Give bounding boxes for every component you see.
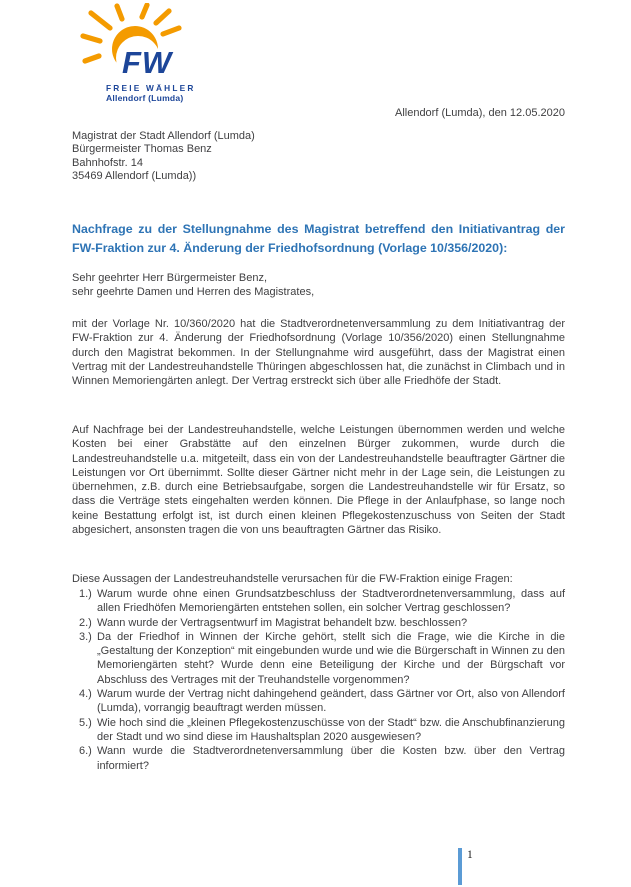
question-number: 3.) [79, 630, 92, 643]
question-text: Da der Friedhof in Winnen der Kirche gehört, stellt sich die Frage, wie die Kirche in die „Gestaltung der Konzeption“ mit eingebunden wurde und wie die Bürgerschaft in Winnen zu den Memoriengärten steht? Wurde denn eine Beteiligung der Kirche und der Bürgschaft vor Abschluss des Vertrages mit der Treuhandstelle vorgenommen? [97, 630, 565, 686]
logo-place-name: Allendorf (Lumda) [106, 93, 184, 103]
questions-list [79, 587, 565, 773]
question-item [79, 616, 565, 630]
question-number: 2.) [79, 616, 92, 629]
question-item [79, 687, 565, 716]
subject-heading: Nachfrage zu der Stellungnahme des Magistrat betreffend den Initiativantrag der FW-Fraktion zur 4. Änderung der Friedhofsordnung (Vorlage 10/356/2020): [72, 222, 565, 255]
question-number: 5.) [79, 716, 92, 729]
body-paragraph: mit der Vorlage Nr. 10/360/2020 hat die Stadtverordnetenversammlung zu dem Initiativantrag der FW-Fraktion zur 4. Änderung der Friedhofsordnung (Vorlage 10/356/2020) einen Stellungnahme durch den Magistrat bekommen. In der Stellungnahme wird ausgeführt, dass der Magistrat einen Vertrag mit der Landestreuhandstelle Thüringen abgeschlossen hat, die zunächst in Climbach und in Winnen Memoriengärten anlegt. Der Vertrag erstreckt sich über alle Friedhöfe der Stadt. [72, 318, 565, 388]
salutation-line: Sehr geehrter Herr Bürgermeister Benz, [72, 272, 268, 284]
question-text: Warum wurde ohne einen Grundsatzbeschluss der Stadtverordnetenversammlung, dass auf allen Friedhöfen Memoriengärten entstehen sollen, ein solcher Vertrag geschlossen? [97, 588, 565, 615]
salutation [72, 271, 565, 300]
recipient-line: Magistrat der Stadt Allendorf (Lumda) [72, 130, 255, 142]
recipient-line: Bahnhofstr. 14 [72, 156, 143, 169]
question-item [79, 744, 565, 773]
recipient-line: Bürgermeister Thomas Benz [72, 143, 212, 156]
question-item [79, 587, 565, 616]
logo-fw-text: FW [122, 45, 173, 80]
recipient-address [72, 130, 255, 184]
question-text: Wie hoch sind die „kleinen Pflegekostenzuschüsse von der Stadt“ bzw. die Anschubfinanzierung der Stadt und wo sind diese im Haushaltsplan 2020 ausgewiesen? [97, 716, 565, 743]
question-number: 6.) [79, 745, 92, 758]
recipient-line: 35469 Allendorf (Lumda)) [72, 170, 197, 183]
page-number: 1 [467, 849, 473, 861]
question-number: 1.) [79, 588, 92, 600]
questions-intro: Diese Aussagen der Landestreuhandstelle verursachen für die FW-Fraktion einige Fragen: [72, 573, 513, 585]
logo-org-name: FREIE WÄHLER [106, 83, 196, 93]
question-text: Warum wurde der Vertrag nicht dahingehend geändert, dass Gärtner vor Ort, also von Allendorf (Lumda), vorrangig beauftragt werden müssen. [97, 688, 565, 715]
salutation-line: sehr geehrte Damen und Herren des Magistrates, [72, 286, 315, 299]
page-number-bar [458, 848, 462, 885]
fw-logo [78, 3, 210, 105]
date-line: Allendorf (Lumda), den 12.05.2020 [394, 107, 565, 119]
question-text: Wann wurde der Vertragsentwurf im Magistrat behandelt bzw. beschlossen? [97, 616, 468, 629]
body-paragraph: Auf Nachfrage bei der Landestreuhandstelle, welche Leistungen übernommen werden und welche Kosten bei einer Grabstätte auf den einzelnen Bürger zukommen, wurde durch die Landestreuhandstelle u.a. mitgeteilt, dass ein von der Landestreuhandstelle beauftragter Gärtner die Leistungen vor Ort übernimmt. Sollte dieser Gärtner nicht mehr in der Lage sein, die Leistungen zu übernehmen, z.B. durch eine Betriebsaufgabe, sorgen die Landestreuhandstelle wir für Ersatz, so dass die Verträge stets eingehalten werden können. Die Pflege in der Anlaufphase, so lange noch keine Bestattung erfolgt ist, ist durch einen kleinen Pflegekostenzuschuss von Seiten der Stadt abgesichert, ansonsten tragen die von uns beauftragten Gärtner das Risiko. [72, 424, 565, 537]
question-item [79, 716, 565, 745]
question-text: Wann wurde die Stadtverordnetenversammlung über die Kosten bzw. über den Vertrag informiert? [97, 745, 565, 772]
question-item [79, 630, 565, 687]
question-number: 4.) [79, 688, 92, 701]
